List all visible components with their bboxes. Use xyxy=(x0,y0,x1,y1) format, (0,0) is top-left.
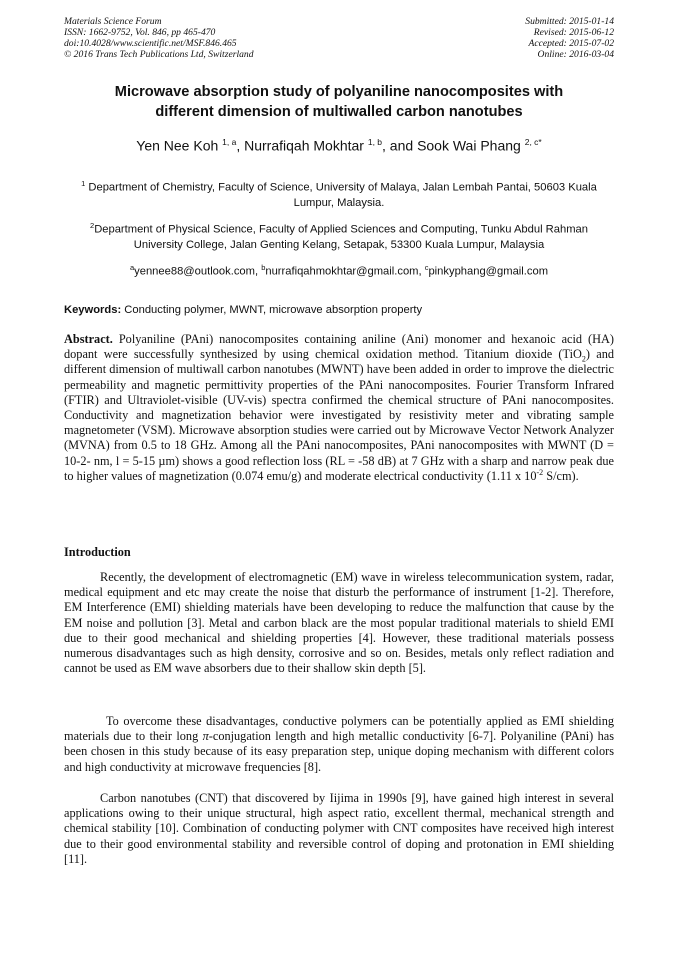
paragraph-text: Carbon nanotubes (CNT) that discovered by Iijima in 1990s [9], have gained high interest in several applications owing to their unique structural, high aspect ratio, excellent thermal, mechanical strength and chemical stability [10]. Combination of conducting polymer with CNT composites have received high interest due to their good environmental stability and reversible control of doping and protonation in EMI shielding [11]. xyxy=(64,791,614,866)
journal-info xyxy=(64,16,254,60)
abstract-text: ) and different dimension of multiwall carbon nanotubes (MWNT) have been added in order to improve the dielectric permeability and magnetic permittivity properties of the PAni nanocomposites. Fourier Transform Infrared (FTIR) and Ultraviolet-visible (UV-vis) spectra confirmed the chemical structure of PAni nanocomposites. Conductivity and magnetization behavior were investigated by resistivity meter and vibrating sample magnetometer (VSM). Microwave absorption studies were carried out by Microwave Vector Network Analyzer (MVNA) from 0.5 to 18 GHz. Among all the PAni nanocomposites, PAni nanocomposites with MWNT (D = 10-2- nm, l = 5-15 µm) shows a good reflection loss (RL = -58 dB) at 7 GHz with a sharp and narrow peak due to higher values of magnetization (0.074 emu/g) and moderate electrical conductivity (1.11 x 10 xyxy=(64,347,614,483)
keywords-text: Conducting polymer, MWNT, microwave absorption property xyxy=(121,304,423,316)
title-line-2: different dimension of multiwalled carbon nanotubes xyxy=(155,104,523,120)
author-separator: , and xyxy=(382,137,418,154)
author-list xyxy=(64,132,614,156)
journal-copyright: © 2016 Trans Tech Publications Ltd, Switzerland xyxy=(64,49,254,60)
author-3-affiliation: 2, c* xyxy=(524,137,542,147)
affiliation-2-text: Department of Physical Science, Faculty of Applied Sciences and Computing, Tunku Abdul Rahman University College, Jalan Genting Kelang, Setapak, 53300 Kuala Lumpur, Malaysia xyxy=(94,223,588,252)
abstract-text: S/cm). xyxy=(543,468,579,483)
keywords-label: Keywords: xyxy=(64,304,122,316)
affiliation-1-number: 1 xyxy=(81,179,86,188)
author-emails xyxy=(64,260,614,280)
affiliation-1 xyxy=(64,176,614,212)
online-date: Online: 2016-03-04 xyxy=(537,49,614,60)
journal-issn: ISSN: 1662-9752, Vol. 846, pp 465-470 xyxy=(64,27,216,38)
intro-paragraph-2 xyxy=(64,714,614,775)
email-a: yennee88@outlook.com, xyxy=(134,265,262,278)
abstract xyxy=(64,332,614,484)
paragraph-text: -conjugation length and high metallic conductivity [6-7]. Polyaniline (PAni) has been chosen in this study because of its easy preparation step, unique doping mechanism with different colors and high conductivity at microwave frequencies [8]. xyxy=(64,729,615,774)
paragraph-text: To overcome these disadvantages, conductive polymers can be potentially applied as EMI shielding materials due to their long xyxy=(64,714,614,744)
author-3: Sook Wai Phang xyxy=(417,137,521,154)
intro-paragraph-3 xyxy=(64,791,614,867)
abstract-text: Polyaniline (PAni) nanocomposites containing aniline (Ani) monomer and hexanoic acid (HA) dopant were successfully synthesized by using chemical oxidation method. Titanium dioxide (TiO xyxy=(64,332,614,362)
abstract-subscript: 2 xyxy=(581,354,586,364)
submitted-date: Submitted: 2015-01-14 xyxy=(525,16,614,27)
author-2: Nurrafiqah Mokhtar xyxy=(244,137,364,154)
title-line-1: Microwave absorption study of polyaniline nanocomposites with xyxy=(114,84,564,100)
section-heading-introduction: Introduction xyxy=(64,545,131,559)
keywords xyxy=(64,303,614,318)
email-c: pinkyphang@gmail.com xyxy=(428,265,549,278)
publication-dates xyxy=(525,16,614,60)
journal-doi: doi:10.4028/www.scientific.net/MSF.846.465 xyxy=(64,38,237,49)
affiliation-1-text: Department of Chemistry, Faculty of Science, University of Malaya, Jalan Lembah Pantai, 50603 Kuala Lumpur, Malaysia. xyxy=(88,181,597,210)
author-2-affiliation: 1, b xyxy=(367,137,383,147)
intro-paragraph-1 xyxy=(64,570,614,676)
paragraph-text: Recently, the development of electromagnetic (EM) wave in wireless telecommunication system, radar, medical equipment and etc may create the noise that disturb the performance of instrument [1-2]. Therefore, EM Interference (EMI) shielding materials have been developing to reduce the malfunction that cause by the EM noise and pollution [3]. Metal and carbon black are the most popular traditional materials to shield EMI due to their good mechanical and shielding properties [4]. However, these traditional materials possess numerous disadvantages such as high density, corrosive and so on. Besides, metals only reflect radiation and cannot be used as EM wave absorbers due to their shallow skin depth [5]. xyxy=(64,570,614,676)
email-a-marker: a xyxy=(129,263,135,272)
affiliation-2 xyxy=(64,218,614,254)
abstract-superscript: -2 xyxy=(536,467,544,477)
abstract-label: Abstract. xyxy=(64,332,113,346)
author-1: Yen Nee Koh xyxy=(136,137,219,154)
email-c-marker: c xyxy=(424,263,429,272)
revised-date: Revised: 2015-06-12 xyxy=(533,27,614,38)
affiliation-2-number: 2 xyxy=(90,221,95,230)
accepted-date: Accepted: 2015-07-02 xyxy=(528,38,614,49)
author-1-affiliation: 1, a xyxy=(222,137,237,147)
journal-name: Materials Science Forum xyxy=(64,16,162,27)
pi-symbol: π xyxy=(202,729,209,744)
paper-title xyxy=(64,82,614,122)
author-separator: , xyxy=(236,137,245,154)
email-b: nurrafiqahmokhtar@gmail.com, xyxy=(265,265,425,278)
email-b-marker: b xyxy=(261,263,266,272)
